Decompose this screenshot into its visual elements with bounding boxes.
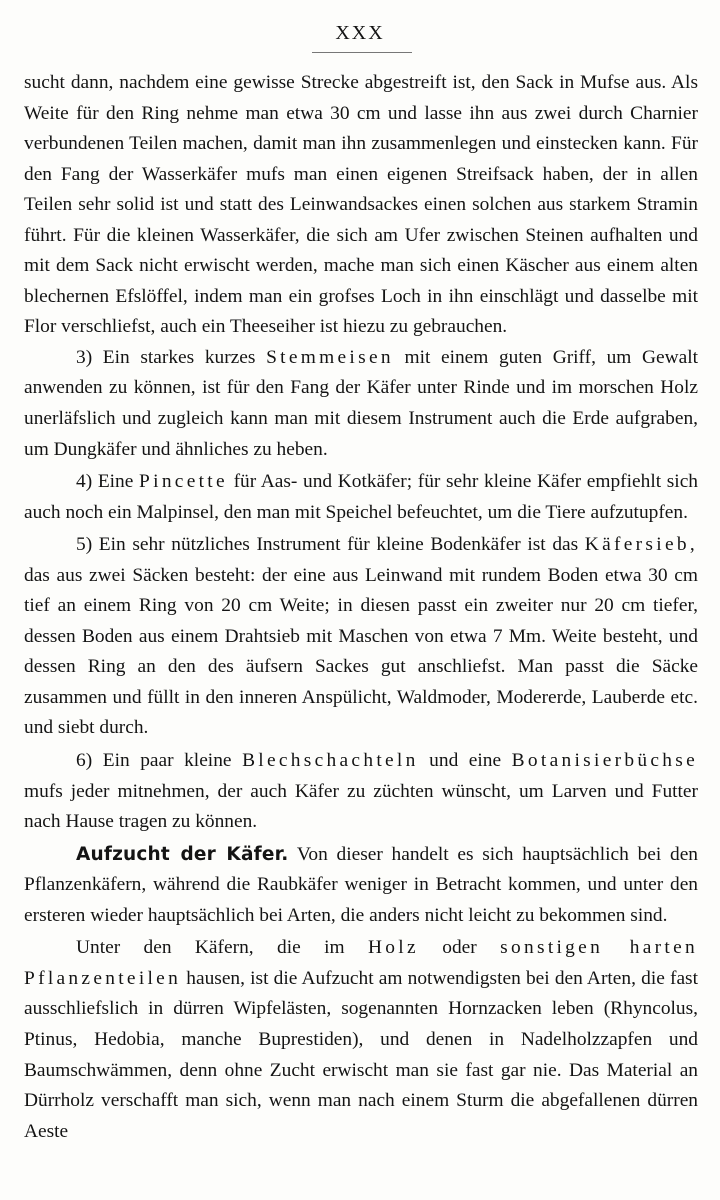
paragraph-pincette: 4) Eine Pincette für Aas- und Kotkäfer; für sehr kleine Käfer empfiehlt sich auch noch ein Malpinsel, den man mit Speichel befeuchtet, um die Tiere aufzutupfen. bbox=[24, 471, 698, 523]
spaced-term: Pincette bbox=[139, 471, 228, 493]
paragraph-streifsack: sucht dann, nachdem eine gewisse Strecke abgestreift ist, den Sack in Mufse aus. Als Weite für den Ring nehme man etwa 30 cm und lasse ihn aus zwei durch Charnier verbundenen Teilen machen, damit man ihn zusammenlegen und einstecken kann. Für den Fang der Wasserkäfer mufs man einen eigenen Streifsack haben, der in allen Teilen sehr solid ist und statt des Leinwandsackes einen solchen aus starkem Stramin führt. Für die kleinen Wasserkäfer, die sich am Ufer zwischen Steinen aufhalten und mit dem Sack nicht erwischt werden, mache man sich einen Käscher aus einem alten blechernen Efslöffel, indem man ein grofses Loch in ihn einschlägt und dasselbe mit Flor verschliefst, auch ein Theeseiher ist hiezu zu gebrauchen. bbox=[24, 72, 698, 338]
spaced-term: Holz bbox=[367, 937, 419, 959]
paragraph-stemmeisen: 3) Ein starkes kurzes Stemmeisen mit einem guten Griff, um Gewalt anwenden zu können, ist für den Fang der Käfer unter Rinde und im morschen Holz unerläfslich und zugleich kann man mit diesem Instrument auch die Erde aufgraben, um Dungkäfer und ähnliches zu heben. bbox=[24, 346, 698, 460]
item-number: 6) bbox=[76, 750, 93, 772]
paragraph-kaefersieb: 5) Ein sehr nützliches Instrument für kleine Bodenkäfer ist das Käfersieb, das aus zwei Säcken besteht: der eine aus Leinwand mit rundem Boden etwa 30 cm tief an einem Ring von 20 cm Weite; in diesen passt ein zweiter nur 20 cm tiefer, dessen Boden aus einem Drahtsieb mit Maschen von etwa 7 Mm. Weite besteht, und dessen Ring an den des äufsern Sackes gut anschliefst. Man passt die Säcke zusammen und füllt in den inneren Anspülicht, Waldmoder, Modererde, Lauberde etc. und siebt durch. bbox=[24, 534, 698, 739]
item-number: 4) bbox=[76, 471, 93, 493]
header-rule bbox=[312, 52, 412, 53]
spaced-term: Stemmeisen bbox=[266, 346, 394, 368]
page-number: XXX bbox=[335, 22, 385, 44]
spaced-term: Botanisierbüchse bbox=[511, 750, 698, 772]
paragraph-holzkaefer: Unter den Käfern, die im Holz oder sonstigen harten Pflanzenteilen hausen, ist die Aufzucht am notwendigsten bei den Arten, die fast ausschliefslich in dürren Wipfelästen, sogenannten Hornzacken leben (Rhyncolus, Ptinus, Hedobia, manche Buprestiden), und denen in Nadelholzzapfen und Baumschwämmen, denn ohne Zucht erwischt man sie fast gar nie. Das Material an Dürrholz verschafft man sich, wenn man nach einem Sturm die abgefallenen dürren Aeste bbox=[24, 937, 699, 1142]
spaced-term: Käfersieb, bbox=[584, 534, 698, 556]
item-number: 3) bbox=[76, 346, 93, 368]
item-number: 5) bbox=[76, 534, 93, 556]
spaced-term: sonstigen harten Pflanzenteilen bbox=[24, 937, 699, 989]
body-text bbox=[24, 68, 698, 1147]
spaced-term: Blechschachteln bbox=[242, 750, 419, 772]
paragraph-blechschachteln: 6) Ein paar kleine Blechschachteln und eine Botanisierbüchse mufs jeder mitnehmen, der auch Käfer zu züchten wünscht, um Larven und Futter nach Hause tragen zu können. bbox=[24, 750, 698, 833]
paragraph-aufzucht: Aufzucht der Käfer. Von dieser handelt es sich hauptsächlich bei den Pflanzenkäfern, während die Raubkäfer weniger in Betracht kommen, und unter den ersteren wieder hauptsächlich bei Arten, die anders nicht leicht zu bekommen sind. bbox=[24, 843, 698, 926]
section-heading: Aufzucht der Käfer. bbox=[76, 843, 289, 865]
